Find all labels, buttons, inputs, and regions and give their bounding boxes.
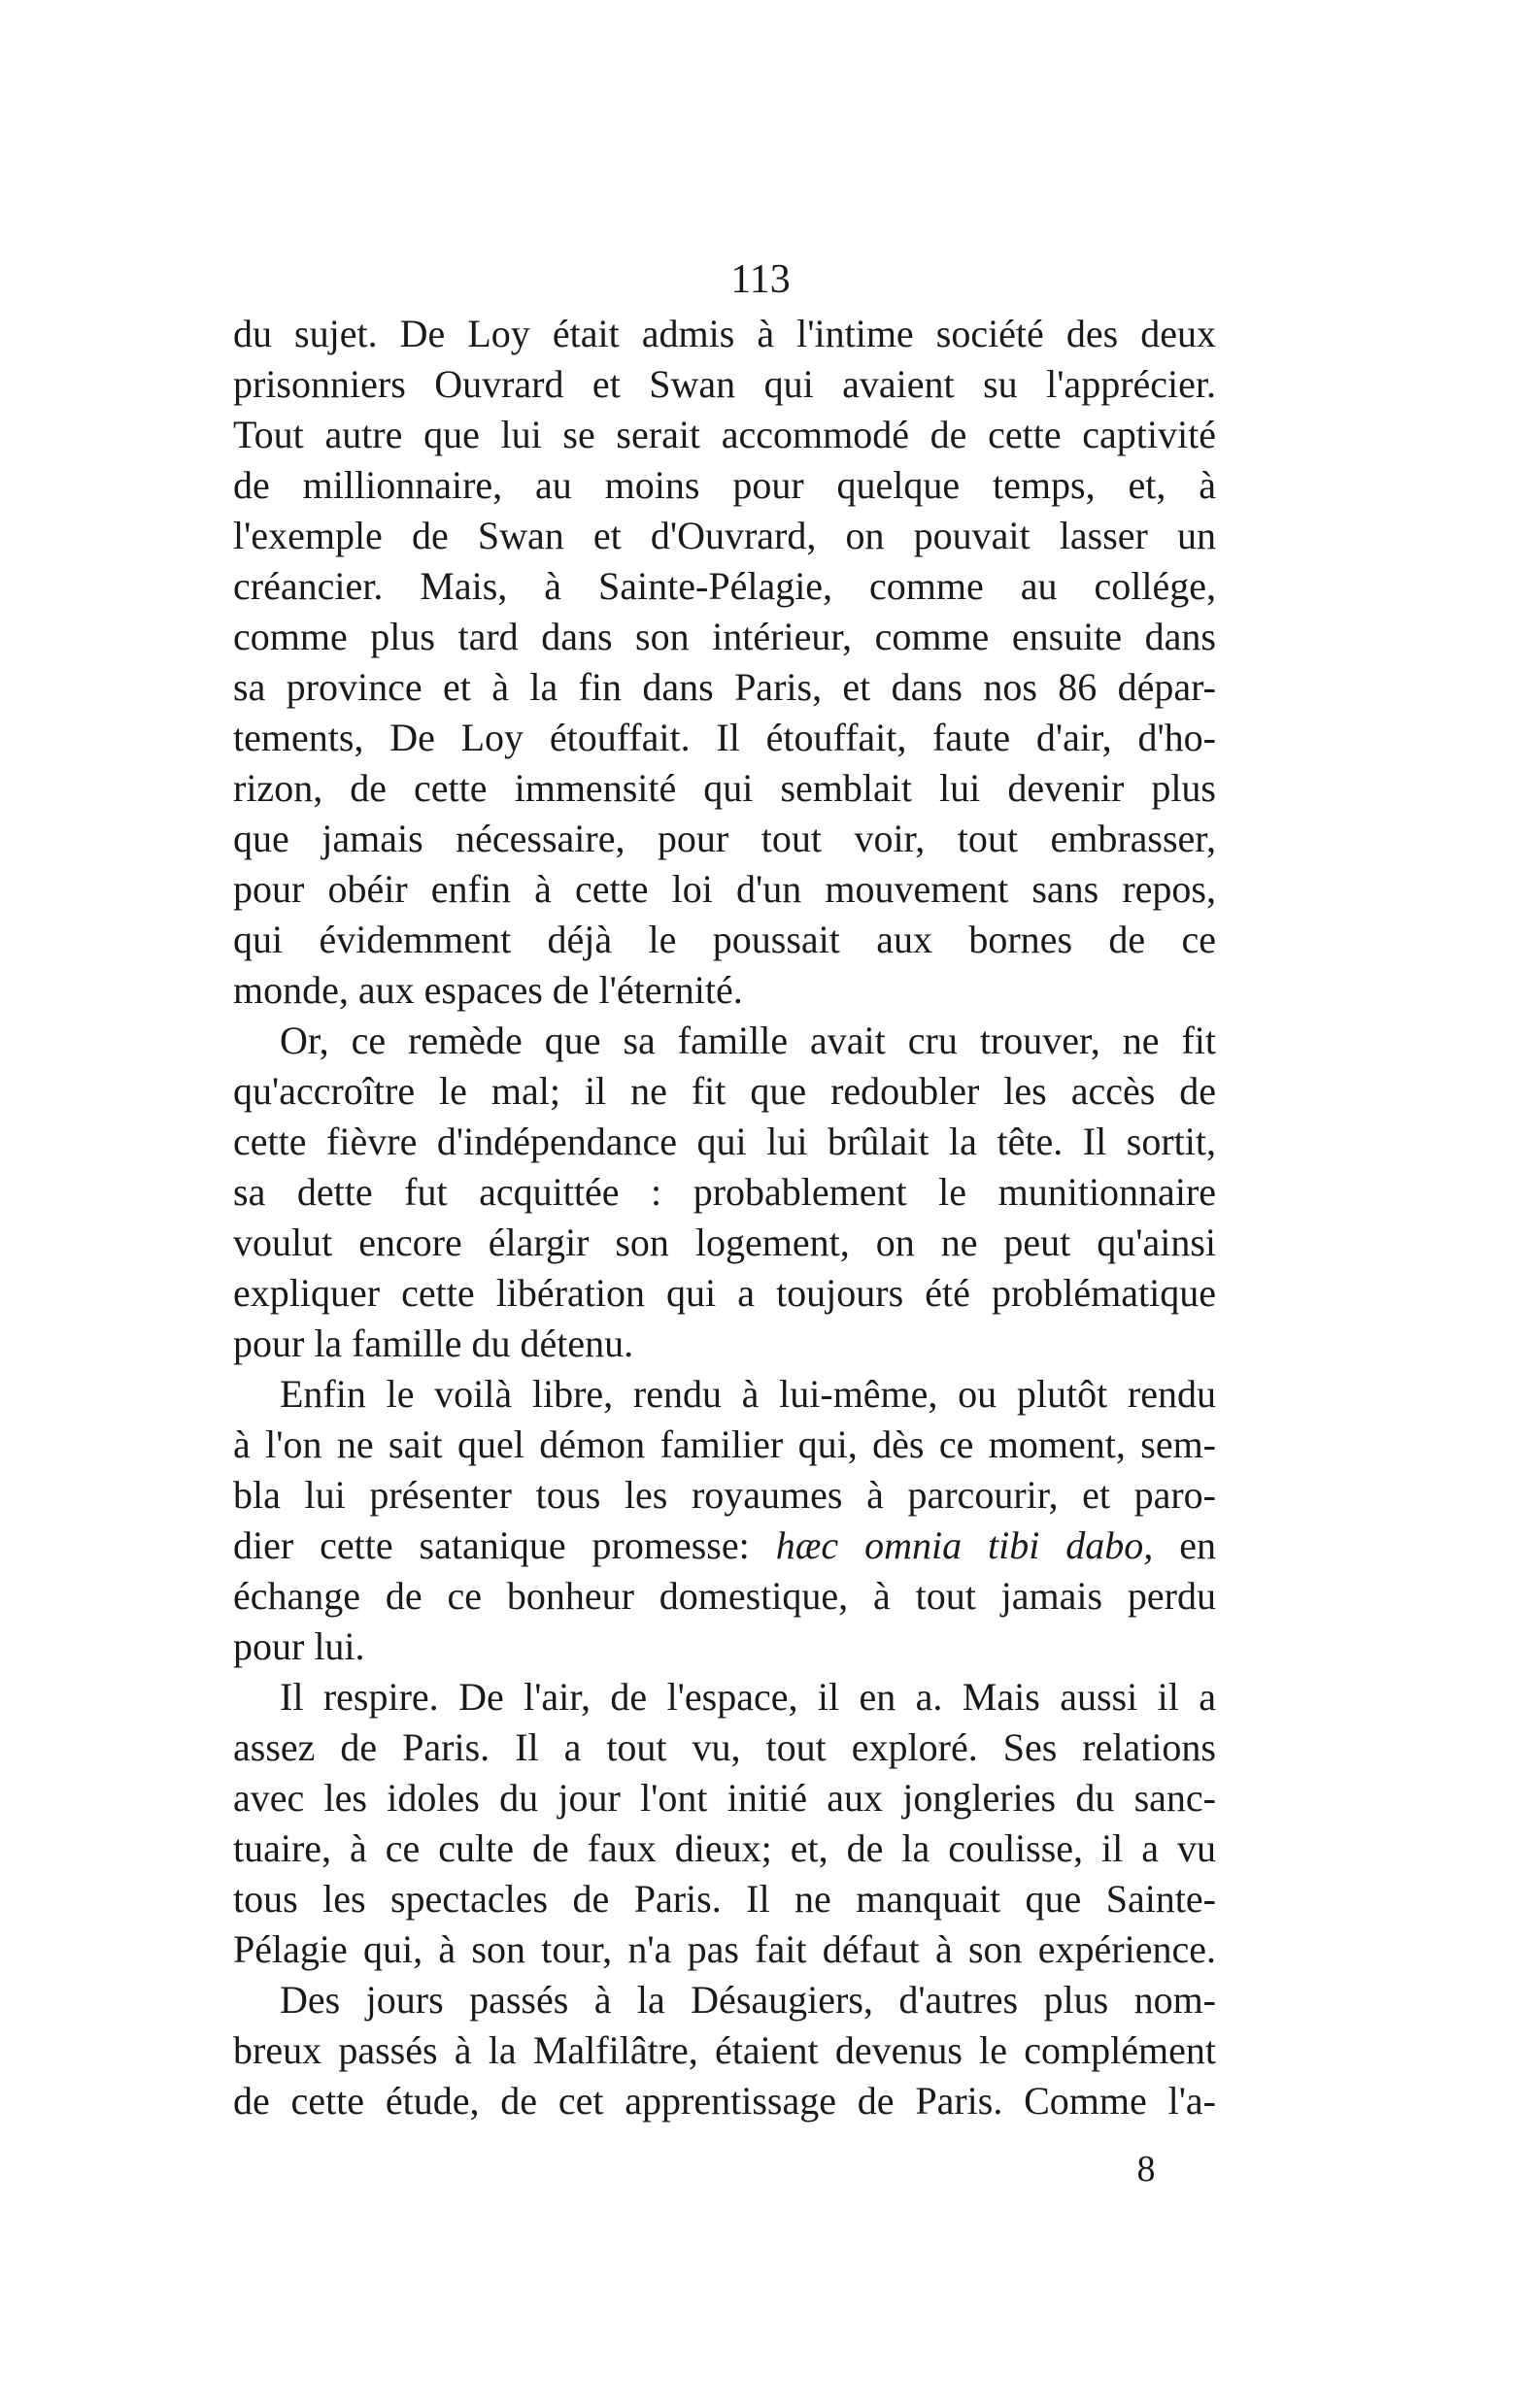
text-segment: dier cette satanique promesse: <box>233 1523 750 1567</box>
text-line: l'exemple de Swan et d'Ouvrard, on pouvait lasser un <box>233 514 1216 557</box>
text-line: cette fièvre d'indépendance qui lui brûlait la tête. Il sortit, <box>233 1120 1216 1163</box>
text-line: Tout autre que lui se serait accommodé de cette captivité <box>233 413 1216 456</box>
text-line-with-latin-quote <box>233 1521 1216 1571</box>
text-line: Pélagie qui, à son tour, n'a pas fait défaut à son expérience. <box>233 1927 1216 1971</box>
text-line: comme plus tard dans son intérieur, comme ensuite dans <box>233 615 1216 658</box>
text-line: rizon, de cette immensité qui semblait lui devenir plus <box>233 766 1216 810</box>
text-line: sa dette fut acquittée : probablement le munitionnaire <box>233 1170 1216 1214</box>
text-line: voulut encore élargir son logement, on ne peut qu'ainsi <box>233 1221 1216 1264</box>
text-line: tements, De Loy étouffait. Il étouffait, faute d'air, d'ho- <box>233 716 1216 759</box>
text-line: de millionnaire, au moins pour quelque temps, et, à <box>233 463 1216 507</box>
text-line: Il respire. De l'air, de l'espace, il en a. Mais aussi il a <box>280 1675 1216 1719</box>
text-line: sa province et à la fin dans Paris, et dans nos 86 dépar- <box>233 665 1216 709</box>
text-line: tous les spectacles de Paris. Il ne manquait que Sainte- <box>233 1877 1216 1921</box>
text-line: à l'on ne sait quel démon familier qui, dès ce moment, sem- <box>233 1422 1216 1466</box>
page-number: 113 <box>730 257 791 302</box>
text-line: prisonniers Ouvrard et Swan qui avaient su l'apprécier. <box>233 362 1216 406</box>
text-line: échange de ce bonheur domestique, à tout jamais perdu <box>233 1574 1216 1618</box>
text-line: Or, ce remède que sa famille avait cru trouver, ne fit <box>280 1019 1216 1062</box>
text-segment: en <box>1153 1523 1216 1567</box>
text-line: pour lui. <box>233 1624 365 1668</box>
text-line: Enfin le voilà libre, rendu à lui-même, ou plutôt rendu <box>280 1372 1216 1416</box>
text-line: Des jours passés à la Désaugiers, d'autres plus nom- <box>280 1978 1216 2022</box>
text-line: bla lui présenter tous les royaumes à parcourir, et paro- <box>233 1473 1216 1517</box>
text-line: tuaire, à ce culte de faux dieux; et, de la coulisse, il a vu <box>233 1826 1216 1870</box>
text-line: du sujet. De Loy était admis à l'intime société des deux <box>233 312 1216 355</box>
paragraph-2 <box>233 1016 1216 1369</box>
text-line: expliquer cette libération qui a toujours été problématique <box>233 1271 1216 1315</box>
text-line: qu'accroître le mal; il ne fit que redoubler les accès de <box>233 1069 1216 1113</box>
text-line: que jamais nécessaire, pour tout voir, tout embrasser, <box>233 817 1216 860</box>
paragraph-4 <box>233 1672 1216 1975</box>
text-line: pour la famille du détenu. <box>233 1321 634 1365</box>
text-line: assez de Paris. Il a tout vu, tout exploré. Ses relations <box>233 1725 1216 1769</box>
body-text <box>233 309 1216 2126</box>
text-line: pour obéir enfin à cette loi d'un mouvement sans repos, <box>233 867 1216 911</box>
text-line: qui évidemment déjà le poussait aux bornes de ce <box>233 918 1216 961</box>
text-line: breux passés à la Malfilâtre, étaient devenus le complément <box>233 2028 1216 2072</box>
text-line: monde, aux espaces de l'éternité. <box>233 968 743 1012</box>
signature-mark: 8 <box>1136 2149 1156 2190</box>
text-line: créancier. Mais, à Sainte-Pélagie, comme au collége, <box>233 564 1216 608</box>
paragraph-5 <box>233 1975 1216 2126</box>
latin-quote: hæc omnia tibi dabo, <box>775 1523 1154 1567</box>
text-line: de cette étude, de cet apprentissage de Paris. Comme l'a- <box>233 2079 1216 2123</box>
paragraph-3 <box>233 1369 1216 1672</box>
paragraph-1 <box>233 309 1216 1016</box>
text-line: avec les idoles du jour l'ont initié aux jongleries du sanc- <box>233 1776 1216 1820</box>
